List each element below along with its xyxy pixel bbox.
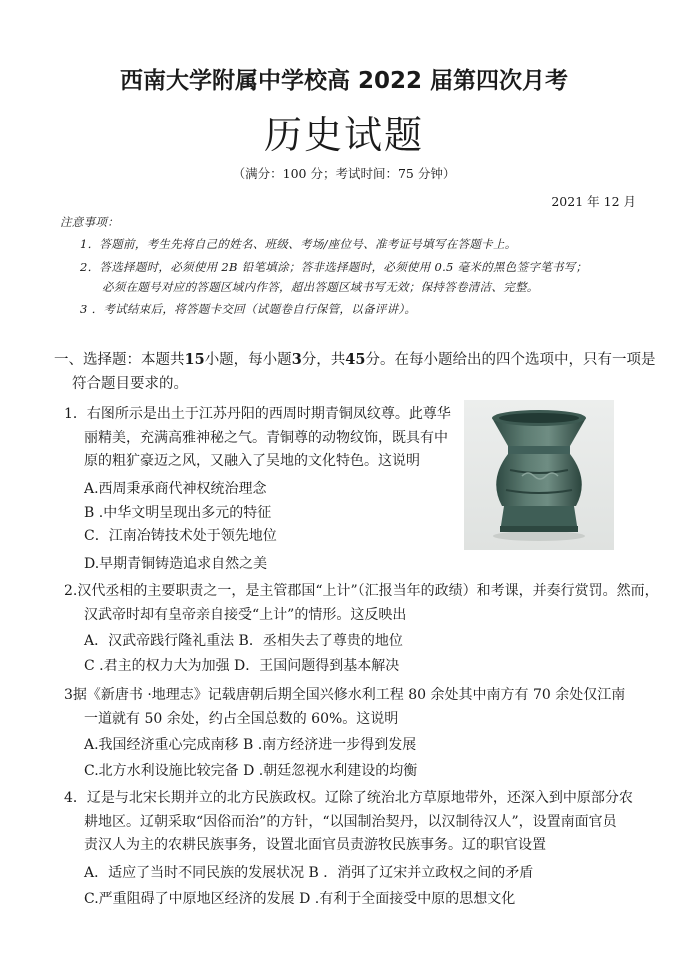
q4-stem-line-1: 4．辽是与北宋长期并立的北方民族政权。辽除了统治北方草原地带外，还深入到中原部分农: [64, 790, 633, 806]
q1-stem-line-2: 丽精美，充满高雅神秘之气。青铜尊的动物纹饰，既具有中: [84, 430, 448, 446]
q2-stem-line-1: 2.汉代丞相的主要职责之一，是主管郡国“上计”（汇报当年的政绩）和考课，并奏行赏罚。然而，: [64, 583, 659, 599]
section-heading-line-2: 符合题目要求的。: [72, 376, 188, 392]
q3-options-ab: A.我国经济重心完成南移 B .南方经济进一步得到发展: [84, 737, 417, 753]
notes-item-2-line-2: 必须在题号对应的答题区域内作答，超出答题区域书写无效；保持答卷清洁、完整。: [102, 280, 539, 294]
q1-option-c: C．江南冶铸技术处于领先地位: [84, 528, 277, 544]
q2-options-cd: C .君主的权力大为加强 D．王国问题得到基本解决: [84, 658, 400, 674]
q3-options-cd: C.北方水利设施比较完备 D .朝廷忽视水利建设的均衡: [84, 763, 418, 779]
q1-option-d: D.早期青铜铸造追求自然之美: [84, 556, 268, 572]
bronze-zun-vessel-icon: [464, 400, 614, 550]
exam-info: （满分：100 分；考试时间：75 分钟）: [232, 166, 456, 181]
school-exam-title: 西南大学附属中学校高 2022 届第四次月考: [119, 68, 569, 94]
q4-stem-line-3: 责汉人为主的农耕民族事务，设置北面官员责游牧民族事务。辽的职官设置: [84, 837, 546, 853]
q1-option-b: B .中华文明呈现出多元的特征: [84, 505, 272, 521]
q1-option-a: A.西周秉承商代神权统治理念: [84, 481, 267, 497]
q1-stem-line-3: 原的粗犷豪迈之风，又融入了吴地的文化特色。这说明: [84, 453, 420, 469]
notes-item-1: 1．答题前，考生先将自己的姓名、班级、考场/座位号、准考证号填写在答题卡上。: [80, 237, 517, 251]
notes-heading: 注意事项：: [60, 215, 119, 229]
q3-stem-line-1: 3据《新唐书 ·地理志》记载唐朝后期全国兴修水利工程 80 余处其中南方有 70 余处仅江南: [64, 687, 626, 703]
section-heading: 一、选择题：本题共15小题，每小题3分，共45分。在每小题给出的四个选项中，只有一项是: [54, 351, 656, 368]
q4-options-cd: C.严重阻碍了中原地区经济的发展 D .有利于全面接受中原的思想文化: [84, 891, 516, 907]
subject-title: 历史试题: [263, 113, 424, 157]
q2-stem-line-2: 汉武帝时却有皇帝亲自接受“上计”的情形。这反映出: [84, 607, 407, 623]
q1-stem-line-1: 1．右图所示是出土于江苏丹阳的西周时期青铜凤纹尊。此尊华: [64, 406, 451, 422]
q4-stem-line-2: 耕地区。辽朝采取“因俗而治”的方针，“以国制治契丹，以汉制待汉人”，设置南面官员: [84, 814, 617, 830]
exam-date: 2021 年 12 月: [551, 194, 636, 209]
q4-options-ab: A．适应了当时不同民族的发展状况 B ．消弭了辽宋并立政权之间的矛盾: [84, 865, 534, 881]
notes-item-3: 3 ．考试结束后，将答题卡交回（试题卷自行保管，以备评讲）。: [80, 302, 417, 316]
q3-stem-line-2: 一道就有 50 余处，约占全国总数的 60%。这说明: [84, 711, 399, 727]
q2-options-ab: A．汉武帝践行隆礼重法 B．丞相失去了尊贵的地位: [84, 633, 403, 649]
notes-item-2-line-1: 2．答选择题时，必须使用 2B 铅笔填涂；答非选择题时，必须使用 0.5 毫米的黑色签字笔书写；: [80, 260, 588, 274]
